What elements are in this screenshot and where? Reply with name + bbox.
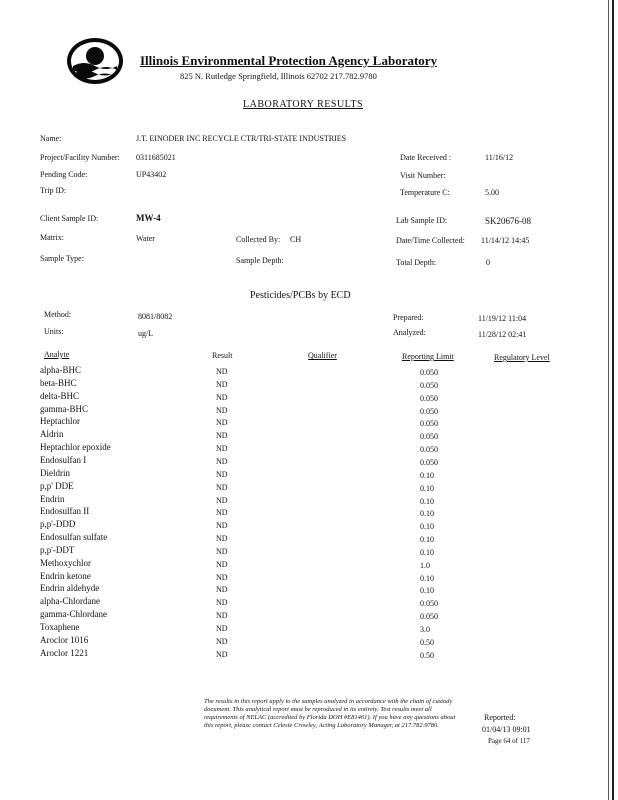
- pending-label: Pending Code:: [40, 170, 88, 179]
- analyte-reporting-limit: 0.10: [420, 483, 434, 493]
- name-label: Name:: [40, 134, 62, 143]
- col-header-qualifier: Qualifier: [308, 351, 337, 360]
- analyte-name: Heptachlor: [40, 416, 80, 427]
- analyte-name: Toxaphene: [40, 622, 80, 632]
- analyte-reporting-limit: 0.050: [420, 380, 438, 390]
- visit-label: Visit Number:: [400, 171, 446, 180]
- client-sample-value: MW-4: [136, 213, 161, 223]
- analyte-reporting-limit: 0.10: [420, 573, 434, 583]
- analyte-name: gamma-Chlordane: [40, 609, 107, 620]
- method-value: 8081/8082: [138, 312, 173, 321]
- analyte-name: Endrin ketone: [40, 570, 91, 581]
- total-depth-value: 0: [486, 258, 490, 267]
- name-value: J.T. EINODER INC RECYCLE CTR/TRI-STATE INDUSTRIES: [136, 134, 347, 143]
- analyte-name: Endrin aldehyde: [40, 583, 100, 594]
- analyte-reporting-limit: 0.10: [420, 586, 434, 596]
- analyte-result: ND: [216, 546, 228, 556]
- analyte-reporting-limit: 0.050: [420, 432, 438, 442]
- sample-type-label: Sample Type:: [40, 254, 84, 263]
- analyte-reporting-limit: 0.10: [420, 535, 434, 545]
- analyte-result: ND: [216, 559, 228, 569]
- document-title: LABORATORY RESULTS: [243, 99, 364, 110]
- analyte-reporting-limit: 0.050: [420, 445, 438, 455]
- scan-edge-line: [612, 0, 614, 800]
- analyte-result: ND: [216, 392, 228, 402]
- reported-value: 01/04/13 09:01: [482, 725, 531, 734]
- analyte-reporting-limit: 0.050: [420, 419, 438, 429]
- matrix-value: Water: [136, 234, 155, 243]
- analyte-name: Aroclor 1016: [40, 634, 89, 645]
- analyte-result: ND: [216, 444, 228, 454]
- analyte-name: delta-BHC: [40, 390, 79, 401]
- section-title: Pesticides/PCBs by ECD: [250, 290, 351, 301]
- datetime-collected-label: Date/Time Collected:: [396, 236, 465, 245]
- reported-label: Reported:: [484, 713, 516, 722]
- col-header-regulatory-level: Regulatory Level: [494, 353, 550, 362]
- analyte-name: Dieldrin: [40, 467, 70, 478]
- analyte-reporting-limit: 0.10: [420, 509, 434, 519]
- analyte-reporting-limit: 0.050: [420, 393, 438, 403]
- units-label: Units:: [44, 327, 64, 336]
- lab-sample-label: Lab Sample ID:: [396, 216, 448, 225]
- client-sample-label: Client Sample ID:: [40, 214, 99, 223]
- date-received-value: 11/16/12: [485, 153, 514, 162]
- col-header-result: Result: [212, 351, 233, 360]
- analyte-reporting-limit: 0.10: [420, 547, 434, 557]
- units-value: ug/L: [138, 329, 154, 338]
- analyte-name: p,p'-DDD: [40, 519, 76, 530]
- analyte-name: Endosulfan I: [40, 454, 87, 465]
- trip-label: Trip ID:: [40, 186, 67, 195]
- analyte-result: ND: [216, 482, 228, 492]
- temperature-value: 5.00: [485, 188, 499, 197]
- analyte-name: p,p' DDE: [40, 480, 74, 491]
- analyte-name: alpha-Chlordane: [40, 596, 100, 607]
- analyzed-label: Analyzed:: [393, 328, 426, 337]
- analyte-result: ND: [216, 418, 228, 428]
- pending-value: UP43402: [136, 170, 167, 179]
- analyte-result: ND: [216, 405, 228, 415]
- analyte-result: ND: [216, 469, 228, 479]
- analyte-reporting-limit: 0.050: [420, 368, 438, 377]
- analyte-reporting-limit: 0.10: [420, 522, 434, 532]
- agency-address: 825 N. Rutledge Springfield, Illinois 62702 217.782.9780: [180, 71, 377, 81]
- analyte-name: alpha-BHC: [40, 365, 81, 375]
- agency-title: Illinois Environmental Protection Agency Laboratory: [140, 53, 438, 68]
- collected-by-value: CH: [290, 235, 302, 244]
- prepared-label: Prepared:: [393, 313, 424, 322]
- analyte-name: p,p'-DDT: [40, 544, 75, 555]
- analyte-name: Methoxychlor: [40, 557, 91, 568]
- analyte-result: ND: [216, 624, 228, 633]
- analyte-name: beta-BHC: [40, 377, 77, 388]
- analyte-result: ND: [216, 367, 228, 376]
- collected-by-label: Collected By:: [236, 235, 281, 244]
- col-header-analyte: Analyte: [44, 350, 70, 359]
- analyte-reporting-limit: 0.10: [420, 470, 434, 480]
- analyte-result: ND: [216, 534, 228, 544]
- analyte-result: ND: [216, 431, 228, 441]
- analyte-reporting-limit: 0.050: [420, 612, 438, 622]
- analyte-result: ND: [216, 585, 228, 595]
- project-value: 0311685021: [136, 153, 176, 162]
- analyte-result: ND: [216, 379, 228, 389]
- analyte-result: ND: [216, 572, 228, 582]
- datetime-collected-value: 11/14/12 14:45: [481, 236, 530, 245]
- analyte-name: Endosulfan sulfate: [40, 532, 108, 543]
- analyzed-value: 11/28/12 02:41: [478, 330, 527, 339]
- disclaimer-text: The results in this report apply to the samples analyzed in accordance with the chain of custody document. This analytical report must be reproduced in its entirety. Test results meet all requirements of NELAC (accredited by Florida DOH #E81461). If you have any questions about this report, please contact Celeste Crowley, Acting Laboratory Manager, at 217.782.9780.: [204, 698, 456, 729]
- analyte-result: ND: [216, 456, 228, 466]
- analyte-name: Endrin: [40, 493, 65, 504]
- sample-depth-label: Sample Depth:: [236, 256, 284, 265]
- col-header-reporting-limit: Reporting Limit: [402, 352, 454, 361]
- analyte-result: ND: [216, 636, 228, 646]
- temperature-label: Temperature C:: [400, 188, 450, 197]
- analyte-result: ND: [216, 508, 228, 518]
- analyte-name: Heptachlor epoxide: [40, 442, 111, 453]
- analyte-reporting-limit: 0.050: [420, 457, 438, 467]
- analyte-reporting-limit: 0.10: [420, 496, 434, 506]
- iepa-logo: [64, 36, 126, 91]
- analyte-result: ND: [216, 495, 228, 505]
- analyte-result: ND: [216, 521, 228, 531]
- analyte-name: Aldrin: [40, 429, 64, 440]
- matrix-label: Matrix:: [40, 233, 64, 242]
- analyte-reporting-limit: 1.0: [420, 560, 430, 570]
- project-label: Project/Facility Number:: [40, 153, 120, 162]
- prepared-value: 11/19/12 11:04: [478, 314, 527, 323]
- total-depth-label: Total Depth:: [396, 258, 437, 267]
- lab-sample-value: SK20676-08: [485, 216, 532, 226]
- analyte-reporting-limit: 0.50: [420, 650, 434, 660]
- analyte-name: gamma-BHC: [40, 403, 88, 414]
- analyte-result: ND: [216, 611, 228, 621]
- analyte-result: ND: [216, 598, 228, 608]
- analyte-name: Aroclor 1221: [40, 647, 89, 658]
- analyte-result: ND: [216, 649, 228, 659]
- analyte-name: Endosulfan II: [40, 506, 90, 517]
- date-received-label: Date Received :: [400, 153, 452, 162]
- analyte-reporting-limit: 0.050: [420, 406, 438, 416]
- analyte-reporting-limit: 0.050: [420, 599, 438, 609]
- method-label: Method:: [44, 310, 72, 319]
- scan-edge-line-inner: [608, 0, 609, 800]
- analyte-reporting-limit: 3.0: [420, 625, 430, 634]
- page-number: Page 64 of 117: [488, 737, 530, 745]
- analyte-reporting-limit: 0.50: [420, 637, 434, 647]
